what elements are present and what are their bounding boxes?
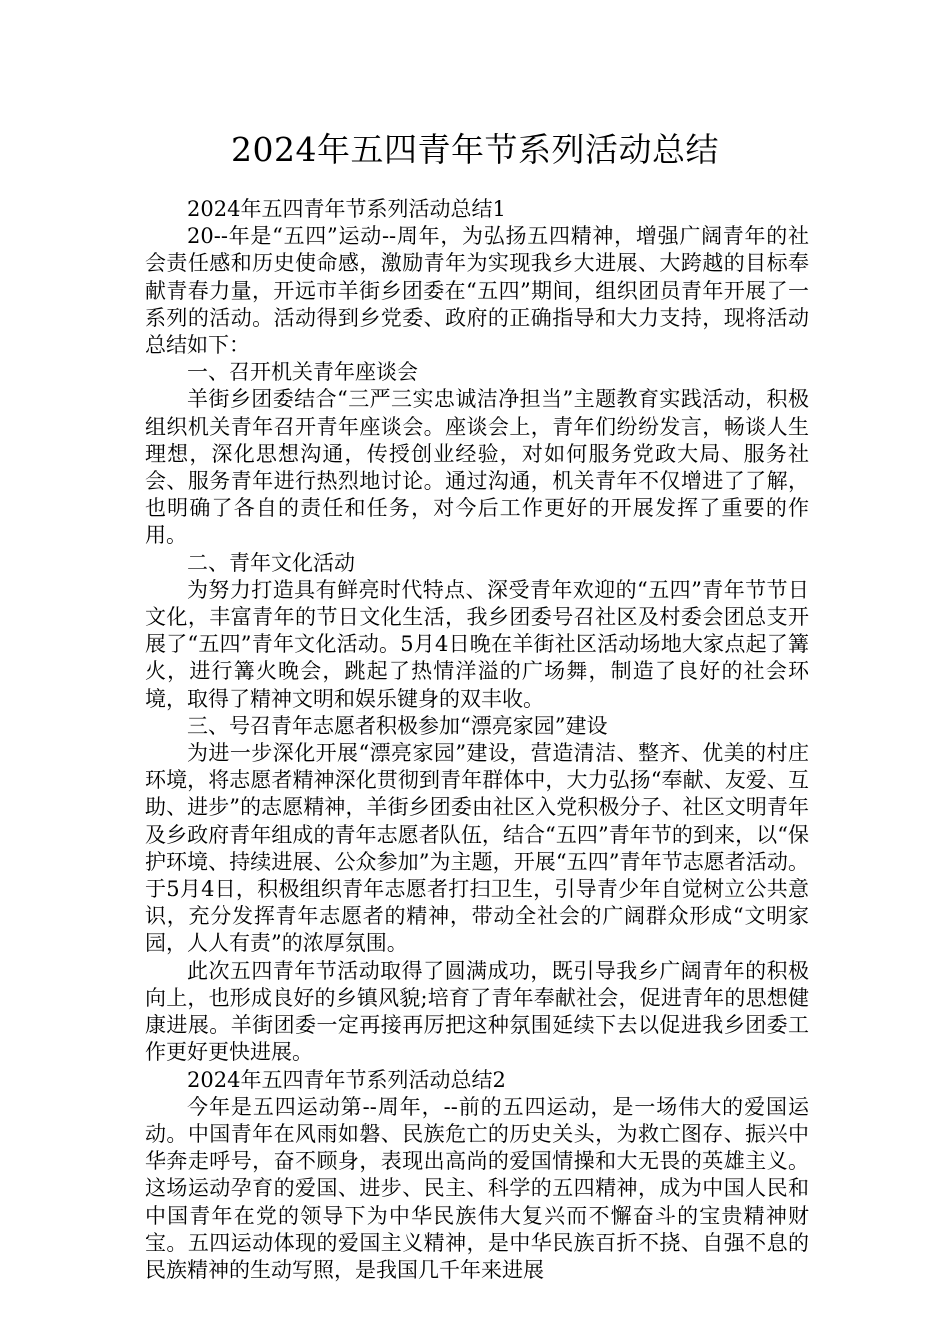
subheading-culture: 二、青年文化活动 (187, 550, 355, 575)
paragraph: 今年是五四运动第--周年，--前的五四运动，是一场伟大的爱国运动。中国青年在风雨如磐、民族危亡的历史关头，为救亡图存、振兴中华奔走呼号，奋不顾身，表现出高尚的爱国情操和大无畏的英雄主义。这场运动孕育的爱国、进步、民主、科学的五四精神，成为中国人民和中国青年在党的领导下为中华民族伟大复兴而不懈奋斗的宝贵精神财宝。五四运动体现的爱国主义精神，是中华民族百折不挠、自强不息的民族精神的生动写照，是我国几千年来进展 (145, 1094, 809, 1282)
subheading-meeting: 一、召开机关青年座谈会 (187, 360, 418, 385)
section-heading-1: 2024年五四青年节系列活动总结1 (187, 197, 506, 221)
paragraph: 为进一步深化开展“漂亮家园”建设，营造清洁、整齐、优美的村庄环境，将志愿者精神深化贯彻到青年群体中，大力弘扬“奉献、友爱、互助、进步”的志愿精神，羊街乡团委由社区入党积极分子、社区文明青年及乡政府青年组成的青年志愿者队伍，结合“五四”青年节的到来，以“保护环境、持续进展、公众参加”为主题，开展“五四”青年节志愿者活动。于5月4日，积极组织青年志愿者打扫卫生，引导青少年自觉树立公共意识，充分发挥青年志愿者的精神，带动全社会的广阔群众形成“文明家园，人人有责”的浓厚氛围。 (145, 741, 809, 956)
paragraph: 为努力打造具有鲜亮时代特点、深受青年欢迎的“五四”青年节节日文化，丰富青年的节日文化生活，我乡团委号召社区及村委会团总支开展了“五四”青年文化活动。5月4日晚在羊街社区活动场地大家点起了篝火，进行篝火晚会，跳起了热情洋溢的广场舞，制造了良好的社会环境，取得了精神文明和娱乐键身的双丰收。 (145, 577, 809, 711)
section-heading-2: 2024年五四青年节系列活动总结2 (187, 1067, 506, 1092)
document-body (145, 196, 809, 1284)
document-title: 2024年五四青年节系列活动总结 (231, 130, 719, 169)
paragraph: 羊街乡团委结合“三严三实忠诚洁净担当”主题教育实践活动，积极组织机关青年召开青年座谈会。座谈会上，青年们纷纷发言，畅谈人生理想，深化思想沟通，传授创业经验，对如何服务党政大局、服务社会、服务青年进行热烈地讨论。通过沟通，机关青年不仅增进了了解，也明确了各自的责任和任务，对今后工作更好的开展发挥了重要的作用。 (145, 387, 809, 548)
subheading-volunteer: 三、号召青年志愿者积极参加“漂亮家园”建设 (187, 713, 608, 738)
paragraph: 此次五四青年节活动取得了圆满成功，既引导我乡广阔青年的积极向上，也形成良好的乡镇风貌;培育了青年奉献社会，促进青年的思想健康进展。羊街团委一定再接再厉把这种氛围延续下去以促进我乡团委工作更好更快进展。 (145, 958, 809, 1065)
paragraph: 20--年是“五四”运动--周年，为弘扬五四精神，增强广阔青年的社会责任感和历史使命感，激励青年为实现我乡大进展、大跨越的目标奉献青春力量，开远市羊街乡团委在“五四”期间，组织团员青年开展了一系列的活动。活动得到乡党委、政府的正确指导和大力支持，现将活动总结如下： (145, 224, 809, 358)
